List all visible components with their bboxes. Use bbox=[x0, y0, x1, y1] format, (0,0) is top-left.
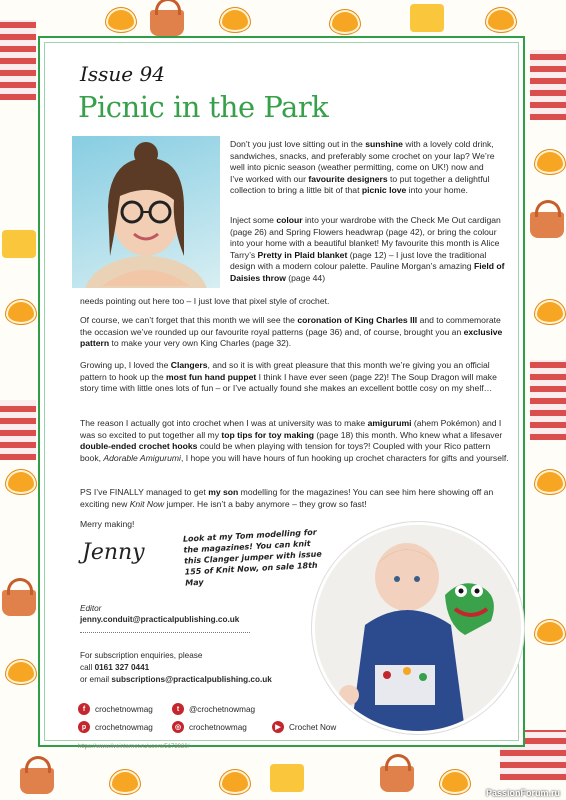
youtube-icon: ▶ bbox=[272, 721, 284, 733]
checkered-blanket-decoration bbox=[0, 400, 36, 460]
paragraph-colour: Inject some colour into your wardrobe with the Check Me Out cardigan (page 26) and Spring Flowers headwrap (page 42), or bring the colour into your home with a beautiful blanket! My favourite this month is Alice Tarry’s Pretty in Plaid blanket (page 12) – I just love the traditional design with a modern colour palette. Pauline Morgan’s amazing Field of Daisies throw (page 44) bbox=[230, 215, 505, 283]
watermark: PassionForum.ru bbox=[485, 788, 560, 798]
basket-icon bbox=[150, 10, 184, 36]
social-instagram[interactable]: ◎ crochetnowmag bbox=[172, 721, 247, 733]
basket-icon bbox=[380, 766, 414, 792]
instagram-icon: ◎ bbox=[172, 721, 184, 733]
paragraph-colour-cont: needs pointing out here too – I just love that pixel style of crochet. bbox=[80, 296, 330, 306]
cheese-icon bbox=[2, 230, 36, 258]
orange-slice-icon bbox=[6, 660, 36, 684]
orange-slice-icon bbox=[535, 300, 565, 324]
editor-label: Editor bbox=[80, 604, 102, 613]
issue-number: Issue 94 bbox=[80, 62, 165, 86]
paragraph-amigurumi: The reason I actually got into crochet when I was at university was to make amigurumi (ahem Pokémon) and I was so excited to put together all my top tips for toy making (page 18) this month. Who knew what a lifesaver double-ended crochet hooks could be when playing with tension for toys?! Coupled with your Rico pattern book, Adorable Amigurumi, I hope you will have hours of fun hooking up crochet characters for gifts and yourself. bbox=[80, 418, 509, 463]
signature: Jenny bbox=[82, 540, 145, 565]
orange-slice-icon bbox=[6, 470, 36, 494]
handwritten-note: Look at my Tom modelling for the magazines! You can knit this Clanger jumper with issue 155 of Knit Now, on sale 18th May bbox=[182, 527, 323, 588]
paragraph-clangers: Growing up, I loved the Clangers, and so it is with great pleasure that this month we’re giving you an official pattern to hook up the most fun hand puppet I think I have ever seen (page 22)! The Soup Dragon will make story time with little ones lots of fun – or I’ve actually found she makes an excellent bottle cosy on my shelf… bbox=[80, 360, 497, 394]
page-title: Picnic in the Park bbox=[78, 90, 329, 124]
subscription-line2: call 0161 327 0441 bbox=[80, 663, 150, 672]
cheese-icon bbox=[410, 4, 444, 32]
paragraph-ps: PS I’ve FINALLY managed to get my son modelling for the magazines! You can see him here showing off an exciting new Knit Now jumper. He isn’t a baby anymore – they grow so fast! bbox=[80, 487, 494, 509]
orange-slice-icon bbox=[220, 8, 250, 32]
divider bbox=[80, 632, 250, 633]
orange-slice-icon bbox=[486, 8, 516, 32]
checkered-blanket-decoration bbox=[530, 360, 566, 440]
orange-slice-icon bbox=[6, 300, 36, 324]
orange-slice-icon bbox=[106, 8, 136, 32]
basket-icon bbox=[530, 212, 564, 238]
sign-off: Merry making! bbox=[80, 519, 135, 529]
baby-photo bbox=[312, 522, 524, 734]
editor-email[interactable]: jenny.conduit@practicalpublishing.co.uk bbox=[80, 615, 240, 624]
editor-photo bbox=[72, 136, 220, 288]
basket-icon bbox=[20, 768, 54, 794]
twitter-icon: t bbox=[172, 703, 184, 715]
orange-slice-icon bbox=[110, 770, 140, 794]
checkered-blanket-decoration bbox=[530, 50, 566, 120]
subscription-line1: For subscription enquiries, please bbox=[80, 651, 203, 660]
cheese-icon bbox=[270, 764, 304, 792]
source-url[interactable]: https://www.liveinternet.ru/users/5173920/ bbox=[78, 744, 190, 750]
checkered-blanket-decoration bbox=[0, 20, 36, 100]
social-youtube[interactable]: ▶ Crochet Now bbox=[272, 721, 336, 733]
orange-slice-icon bbox=[440, 770, 470, 794]
subscription-phone[interactable]: 0161 327 0441 bbox=[94, 663, 150, 672]
facebook-icon: f bbox=[78, 703, 90, 715]
basket-icon bbox=[2, 590, 36, 616]
pinterest-icon: p bbox=[78, 721, 90, 733]
orange-slice-icon bbox=[330, 10, 360, 34]
subscription-line3: or email subscriptions@practicalpublishing.co.uk bbox=[80, 675, 272, 684]
subscription-email[interactable]: subscriptions@practicalpublishing.co.uk bbox=[111, 675, 272, 684]
social-facebook[interactable]: f crochetnowmag bbox=[78, 703, 153, 715]
orange-slice-icon bbox=[220, 770, 250, 794]
social-pinterest[interactable]: p crochetnowmag bbox=[78, 721, 153, 733]
social-twitter[interactable]: t @crochetnowmag bbox=[172, 703, 255, 715]
orange-slice-icon bbox=[535, 150, 565, 174]
intro-paragraph: Don’t you just love sitting out in the sunshine with a lovely cold drink, sandwiches, snacks, and preferably some crochet on your lap? We’re well into picnic season (weather permitting, come on UK!) now and I’ve worked with our favourite designers to put together a delightful collection to bring a little bit of that picnic love into your home. bbox=[230, 139, 495, 196]
paragraph-coronation: Of course, we can’t forget that this month we will see the coronation of King Charles III and to commemorate the occasion we’ve rounded up our favourite royal patterns (page 36) and, of course, brought you an exclusive pattern to make your very own King Charles (page 32). bbox=[80, 315, 503, 349]
orange-slice-icon bbox=[535, 620, 565, 644]
orange-slice-icon bbox=[535, 470, 565, 494]
